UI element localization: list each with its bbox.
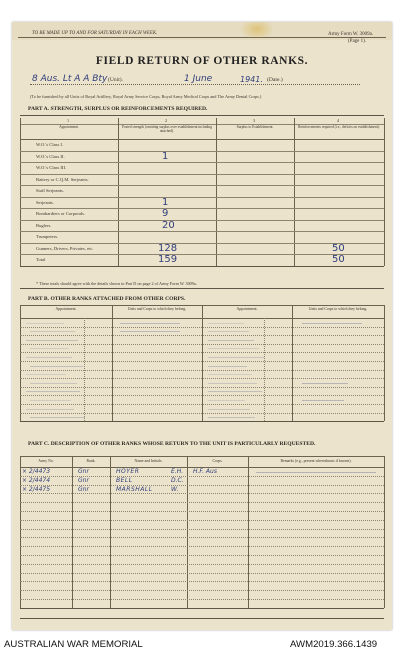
reinforcement-value: 50 [332, 254, 345, 265]
grid-line [20, 476, 384, 477]
grid-line [20, 197, 384, 198]
footer-left: AUSTRALIAN WAR MEMORIAL [4, 639, 143, 650]
grid-line [20, 139, 384, 140]
strength-value: 9 [162, 208, 169, 219]
faded-entry [30, 383, 77, 384]
grid-line [20, 493, 384, 494]
grid-column-line [72, 456, 73, 608]
strength-value: 1 [162, 196, 169, 208]
grid-line [20, 421, 384, 422]
grid-line [20, 208, 384, 209]
grid-line [20, 151, 384, 152]
initials: D.C. [171, 476, 184, 484]
grid-line [20, 502, 384, 503]
faded-entry [208, 357, 264, 358]
grid-line [20, 573, 384, 574]
date-label: (Date.) [267, 77, 283, 83]
column-header: Units and Corps to which they belong. [127, 307, 187, 311]
grid-line [20, 395, 384, 396]
grid-column-line [20, 456, 21, 608]
name: HOYER [116, 468, 140, 475]
faded-entry [26, 409, 74, 410]
grid-column-line [384, 118, 385, 266]
grid-line [20, 485, 384, 486]
grid-line [20, 555, 384, 556]
column-header: Army No. [38, 459, 54, 463]
row-label: Total [36, 257, 46, 262]
grid-line [20, 344, 384, 345]
grid-line [20, 546, 384, 547]
column-number: 4 [337, 118, 340, 123]
row-label: W.O.'s Class I. [36, 142, 64, 147]
grid-column-line [248, 456, 249, 608]
faded-entry [208, 391, 262, 392]
strength-value: 1 [162, 150, 169, 162]
strength-value: 128 [158, 242, 178, 254]
totals-note: * These totals should agree with the details shown in Part D on page 2 of Army Form W. 3009a. [36, 281, 197, 286]
grid-line [20, 608, 384, 609]
footer-right: AWM2019.366.1439 [290, 639, 378, 650]
faded-entry [30, 366, 83, 367]
faded-entry [256, 472, 376, 473]
grid-line [20, 361, 384, 362]
grid-column-line [384, 456, 385, 608]
grid-line [20, 162, 384, 163]
name: MARSHALL [116, 485, 153, 493]
row-label: Buglers. [36, 222, 52, 228]
date-value: 1 June [184, 74, 213, 84]
faded-entry [302, 400, 344, 401]
army-number: × 2/4474 [22, 476, 51, 484]
column-header: Appointment. [59, 125, 79, 129]
grid-line [20, 327, 384, 328]
army-number: × 2/4473 [22, 468, 51, 475]
top-notice: TO BE MADE UP TO AND FOR SATURDAY IN EACH WEEK. [32, 31, 158, 36]
faded-entry [26, 391, 80, 392]
part-b-heading: PART B. OTHER RANKS ATTACHED FROM OTHER CORPS. [28, 296, 186, 302]
grid-column-line [187, 456, 188, 608]
faded-entry [26, 340, 78, 341]
faded-entry [208, 400, 245, 401]
faded-entry [208, 383, 257, 384]
column-header: Appointment. [55, 307, 77, 311]
faded-entry [208, 340, 254, 341]
grid-line [20, 335, 384, 336]
corps: H.F. Aus [193, 468, 217, 475]
grid-line [20, 599, 384, 600]
grid-line [20, 413, 384, 414]
army-number: × 2/4475 [22, 485, 51, 493]
faded-entry [208, 331, 249, 332]
column-header: Units and Corps to which they belong. [308, 307, 368, 311]
grid-line [20, 387, 384, 388]
faded-entry [26, 357, 72, 358]
unit-label: (Unit). [108, 77, 124, 83]
reinforcement-value: 50 [332, 242, 345, 254]
faded-entry [302, 383, 348, 384]
grid-line [20, 590, 384, 591]
faded-entry [302, 323, 362, 324]
column-header: Reinforcements required (i.e., deficits on establishment). [298, 125, 380, 129]
grid-line [20, 404, 384, 405]
part-a-heading: PART A. STRENGTH, SURPLUS OR REINFORCEMENTS REQUIRED. [28, 106, 208, 112]
column-header: Name and Initials. [134, 459, 163, 463]
grid-line [20, 581, 384, 582]
grid-line [20, 529, 384, 530]
faded-entry [208, 409, 250, 410]
row-label: Battery or C.Q.M. Serjeants. [36, 176, 89, 182]
grid-line [20, 537, 384, 538]
faded-entry [208, 366, 247, 367]
grid-line [20, 220, 384, 221]
column-header: Remarks (e.g., present whereabouts if known). [280, 459, 352, 463]
rank: Gnr [78, 476, 89, 484]
row-label: W.O.'s Class II. [36, 153, 65, 159]
column-number: 3 [253, 118, 256, 123]
grid-line [20, 174, 384, 175]
row-label: Staff Serjeants. [36, 188, 64, 193]
document-page [12, 22, 392, 630]
form-pages: (Page 1). [348, 39, 367, 44]
faded-entry [30, 331, 75, 332]
part-c-heading: PART C. DESCRIPTION OF OTHER RANKS WHOSE RETURN TO THE UNIT IS PARTICULARLY REQUESTED. [28, 441, 316, 447]
faded-entry [208, 323, 244, 324]
column-header: Corps. [212, 459, 223, 463]
grid-line [20, 266, 384, 267]
grid-line [20, 511, 384, 512]
page-title: FIELD RETURN OF OTHER RANKS. [95, 55, 309, 67]
grid-line [20, 254, 384, 255]
form-number: Army Form W. 3009a. [328, 32, 374, 37]
strength-value: 20 [162, 219, 175, 231]
initials: W. [171, 485, 179, 493]
grid-column-line [384, 305, 385, 421]
grid-line [20, 378, 384, 379]
furnish-note: (To be furnished by all Units of Royal Artillery, Royal Army Service Corps, Royal Army Medical Corps and The Army Dental Corps.) [30, 94, 262, 99]
column-number: 1 [67, 118, 70, 123]
column-header: Rank. [86, 459, 96, 463]
faded-entry [26, 323, 64, 324]
faded-entry [30, 417, 85, 418]
year-value: 1941. [240, 75, 263, 84]
grid-line [20, 564, 384, 565]
rank: Gnr [78, 468, 89, 475]
faded-entry [30, 348, 69, 349]
grid-line [20, 456, 384, 457]
column-number: 2 [165, 118, 168, 123]
initials: E.H. [171, 468, 184, 475]
grid-line [20, 231, 384, 232]
faded-entry [30, 400, 71, 401]
strength-value: 159 [158, 254, 178, 265]
grid-line [20, 352, 384, 353]
row-label: W.O.'s Class III. [36, 165, 67, 170]
faded-entry [208, 374, 252, 375]
column-header: Appointment. [236, 307, 258, 311]
grid-line [20, 370, 384, 371]
grid-line [20, 243, 384, 244]
grid-column-line [110, 456, 111, 608]
column-header: Surplus to Establishment. [236, 125, 274, 129]
row-label: Trumpeters. [36, 234, 59, 239]
row-label: Bombardiers or Corporals. [36, 211, 86, 216]
grid-line [20, 520, 384, 521]
faded-entry [120, 331, 180, 332]
column-header: Posted strength (omitting surplus over establishment including attached). [121, 125, 213, 133]
row-label: Serjeants. [36, 199, 54, 205]
unit-value: 8 Aus. Lt A A Bty [32, 74, 108, 84]
row-label: Gunners, Drivers, Privates, etc. [36, 245, 94, 251]
faded-entry [120, 323, 180, 324]
faded-entry [208, 417, 255, 418]
faded-entry [208, 348, 259, 349]
rank: Gnr [78, 485, 89, 493]
name: BELL [116, 476, 133, 484]
faded-entry [26, 374, 66, 375]
grid-line [20, 185, 384, 186]
